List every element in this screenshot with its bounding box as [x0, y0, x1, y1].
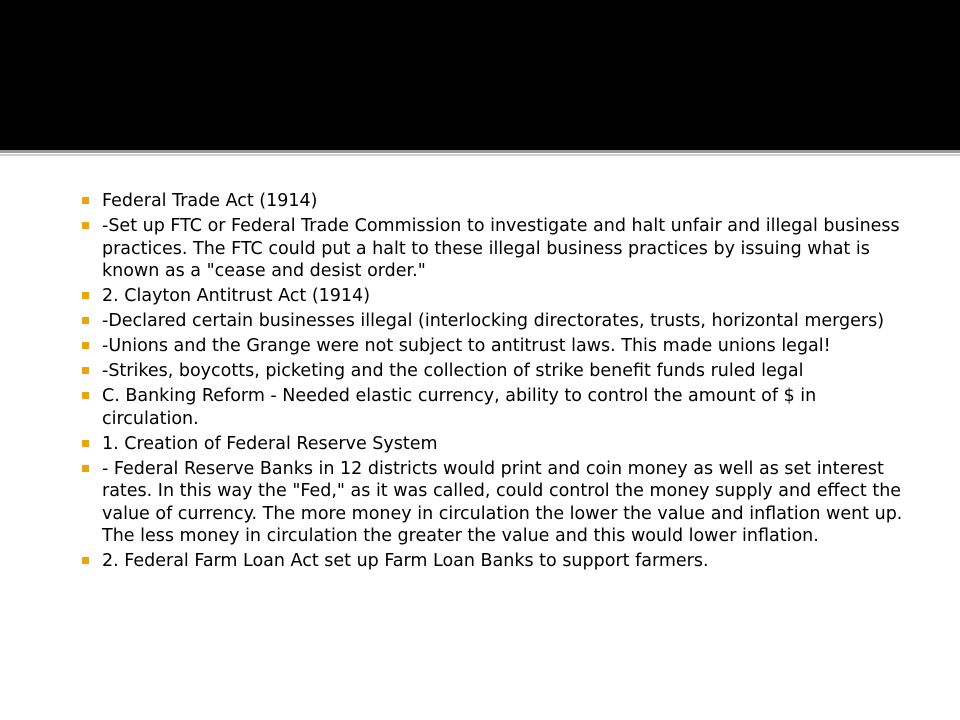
bullet-item — [82, 550, 912, 573]
bullet-item — [82, 190, 912, 213]
bullet-text: 1. Creation of Federal Reserve System — [102, 433, 438, 454]
square-bullet-icon — [82, 440, 89, 447]
square-bullet-icon — [82, 367, 89, 374]
bullet-text: 2. Federal Farm Loan Act set up Farm Loan Banks to support farmers. — [102, 551, 709, 571]
square-bullet-icon — [82, 317, 89, 324]
bullet-text: -Set up FTC or Federal Trade Commission to investigate and halt unfair and illegal business practices. The FTC could put a halt to these illegal business practices by issuing what is known as a "cease and desist order." — [102, 216, 900, 281]
bullet-item — [82, 215, 912, 283]
bullet-text: Federal Trade Act (1914) — [102, 191, 318, 211]
bullet-text: 2. Clayton Antitrust Act (1914) — [102, 286, 371, 306]
bullet-text: - Federal Reserve Banks in 12 districts would print and coin money as well as set interest rates. In this way the "Fed," as it was called, could control the money supply and effect the value of currency. The more money in circulation the lower the value and inflation went up. The less money in circulation the greater the value and this would lower inflation. — [102, 458, 903, 546]
title-divider — [0, 150, 960, 153]
bullet-text: -Declared certain businesses illegal (interlocking directorates, trusts, horizontal mergers) — [102, 311, 885, 331]
bullet-item — [82, 433, 912, 456]
square-bullet-icon — [82, 222, 89, 229]
square-bullet-icon — [82, 292, 89, 299]
bullet-item — [82, 458, 912, 548]
square-bullet-icon — [82, 342, 89, 349]
bullet-item — [82, 335, 912, 358]
bullet-item — [82, 385, 912, 430]
bullet-item — [82, 310, 912, 333]
bullet-text: -Unions and the Grange were not subject to antitrust laws. This made unions legal! — [102, 336, 831, 356]
bullet-list — [82, 190, 912, 575]
bullet-item — [82, 360, 912, 383]
square-bullet-icon — [82, 557, 89, 564]
title-divider-shadow — [0, 154, 960, 156]
bullet-text: -Strikes, boycotts, picketing and the collection of strike benefit funds ruled legal — [102, 361, 804, 381]
bullet-item — [82, 285, 912, 308]
title-bar — [0, 0, 960, 150]
bullet-text: C. Banking Reform - Needed elastic currency, ability to control the amount of $ in circulation. — [102, 386, 817, 429]
square-bullet-icon — [82, 465, 89, 472]
square-bullet-icon — [82, 197, 89, 204]
square-bullet-icon — [82, 392, 89, 399]
